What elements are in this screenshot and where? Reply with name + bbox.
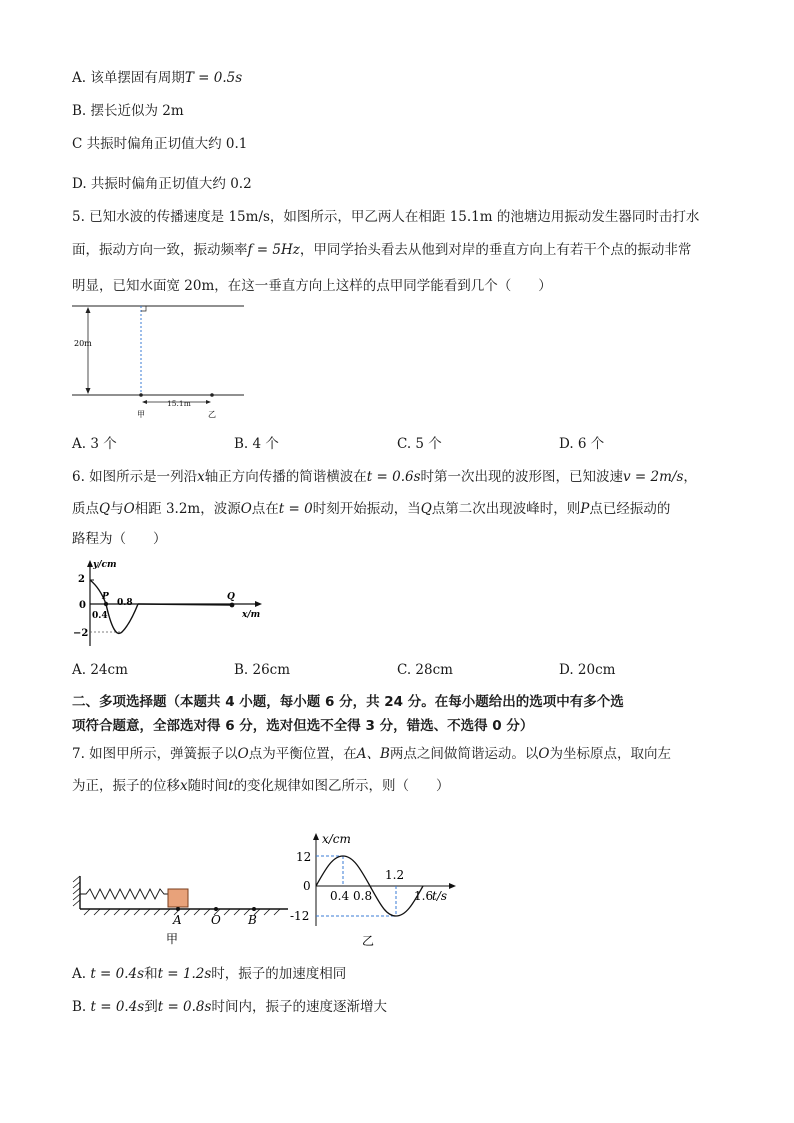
q4-option-d: D. 共振时偏角正切值大约 0.2 xyxy=(72,176,252,192)
q5-line2-text-b: ，甲同学抬头看去从他到对岸的垂直方向上有若干个点的振动非常 xyxy=(299,242,692,258)
q7-tick-0: 0 xyxy=(303,879,311,893)
q7-x-axis-label: x/cm xyxy=(322,832,351,846)
q6-stem-line1 xyxy=(72,465,697,485)
q7-stem-line1 xyxy=(72,742,671,762)
q5-option-d[interactable]: D. 6 个 xyxy=(559,436,605,452)
q5-line2-text-a: 面，振动方向一致，振动频率 xyxy=(72,242,248,258)
q7-tick-neg12: -12 xyxy=(290,909,310,923)
q7-t-axis-label: t/s xyxy=(432,889,448,903)
q7-l2-t: t xyxy=(228,778,234,794)
q7-oa-t2: t = 1.2s xyxy=(157,966,212,982)
q6-stem-line2 xyxy=(72,497,670,517)
q5-right-angle-mark xyxy=(141,306,146,311)
q5-distance-arrow-head-left xyxy=(142,400,147,404)
q7-l1-c: 两点之间做简谐运动。以 xyxy=(389,746,539,762)
q7-l1-a: 7. 如图甲所示，弹簧振子以 xyxy=(72,746,238,762)
q6-l2-g: 点已经振动的 xyxy=(589,501,671,517)
q6-undisturbed-segment xyxy=(138,604,232,605)
q7-point-a xyxy=(176,907,180,911)
q7-l1-o2: O xyxy=(538,746,550,762)
q7-tick-08: 0.8 xyxy=(353,889,373,903)
q7-t-axis-arrow xyxy=(449,883,456,889)
q4-option-a xyxy=(72,66,242,86)
q6-l2-c: 相距 3.2m，波源 xyxy=(134,501,241,517)
q7-point-o xyxy=(214,907,218,911)
q5-label-jia: 甲 xyxy=(137,410,145,419)
q5-option-a[interactable]: A. 3 个 xyxy=(72,436,117,452)
q7-ob-c: 时间内，振子的速度逐渐增大 xyxy=(211,999,387,1015)
q6-l2-f: 点第二次出现波峰时，则 xyxy=(431,501,581,517)
q7-caption-yi: 乙 xyxy=(362,934,375,948)
q7-xt-graph xyxy=(282,826,462,950)
q6-l1-b: 轴正方向传播的简谐横波在 xyxy=(204,469,367,485)
q5-option-c[interactable]: C. 5 个 xyxy=(397,436,442,452)
q7-tick-16: 1.6 xyxy=(414,889,434,903)
q7-block xyxy=(168,889,188,907)
q5-stem-line2 xyxy=(72,238,691,258)
q7-l1-ab: A、B xyxy=(356,746,390,762)
q6-l2-t: t = 0 xyxy=(278,501,313,517)
q7-tick-04: 0.4 xyxy=(330,889,350,903)
q5-point-jia xyxy=(139,393,143,397)
q7-caption-jia: 甲 xyxy=(166,932,179,946)
q5-frequency-math: f = 5Hz xyxy=(247,242,300,258)
q5-stem-line3: 明显，已知水面宽 20m，在这一垂直方向上这样的点甲同学能看到几个（ ） xyxy=(72,278,552,294)
q6-l2-o: O xyxy=(123,501,135,517)
q7-l2-x: x xyxy=(180,778,188,794)
q7-l2-a: 为正，振子的位移 xyxy=(72,778,180,794)
q5-distance-arrow-head-right xyxy=(206,400,211,404)
q6-option-b[interactable]: B. 26cm xyxy=(234,662,291,678)
q5-width-arrow-head-bottom xyxy=(86,388,91,394)
q4-option-a-text: A. 该单摆固有周期 xyxy=(72,70,185,86)
q6-stem-line3: 路程为（ ） xyxy=(72,531,167,547)
q6-l1-t: t = 0.6s xyxy=(366,469,421,485)
q7-ob-b: 到 xyxy=(144,999,158,1015)
q7-tick-12t: 1.2 xyxy=(385,868,405,882)
q6-point-p xyxy=(104,602,108,606)
q7-label-a: A xyxy=(173,913,182,927)
q7-x-axis-arrow xyxy=(313,833,319,840)
q7-oa-b: 和 xyxy=(144,966,158,982)
q6-y-axis-label: y/cm xyxy=(93,560,117,570)
q6-tick-0: 0 xyxy=(79,600,86,611)
q6-l1-x: x xyxy=(197,469,205,485)
q6-tick-08: 0.8 xyxy=(117,598,133,608)
q7-l1-b: 点为平衡位置，在 xyxy=(248,746,357,762)
q7-option-b[interactable] xyxy=(72,995,387,1015)
q6-l2-d: 点在 xyxy=(251,501,279,517)
q6-l1-a: 6. 如图所示是一列沿 xyxy=(72,469,198,485)
q6-tick-2: 2 xyxy=(78,574,85,585)
q6-x-axis-arrow xyxy=(255,601,262,607)
q4-option-a-math: T = 0.5s xyxy=(184,70,243,86)
q6-x-axis-label: x/m xyxy=(242,610,261,620)
q7-oa-a: A. xyxy=(72,966,91,982)
q6-option-a[interactable]: A. 24cm xyxy=(72,662,128,678)
section2-heading-line1: 二、多项选择题（本题共 4 小题，每小题 6 分，共 24 分。在每小题给出的选项中有多个选 xyxy=(72,694,624,710)
q6-l2-o2: O xyxy=(240,501,252,517)
q6-l1-c: 时第一次出现的波形图，已知波速 xyxy=(420,469,624,485)
q7-l1-d: 为坐标原点，取向左 xyxy=(549,746,671,762)
q7-ob-t2: t = 0.8s xyxy=(157,999,212,1015)
q7-l2-b: 随时间 xyxy=(187,778,229,794)
q6-option-c[interactable]: C. 28cm xyxy=(397,662,453,678)
q7-tick-12: 12 xyxy=(296,850,312,864)
q6-wave-figure xyxy=(72,554,268,650)
q7-stem-line2 xyxy=(72,774,450,794)
section2-heading-line2: 项符合题意，全部选对得 6 分，选对但选不全得 3 分，错选、不选得 0 分） xyxy=(72,718,534,734)
q6-label-q: Q xyxy=(227,592,235,602)
q5-width-label: 20m xyxy=(74,339,92,348)
q6-tick-04: 0.4 xyxy=(92,611,108,621)
q6-l1-d: ， xyxy=(683,469,697,485)
q4-option-b: B. 摆长近似为 2m xyxy=(72,103,184,119)
q6-l2-q2: Q xyxy=(420,501,432,517)
q6-l2-p: P xyxy=(580,501,590,517)
q7-oa-t1: t = 0.4s xyxy=(90,966,145,982)
q7-label-b: B xyxy=(248,913,257,927)
q6-point-q xyxy=(230,603,235,608)
q7-ob-t1: t = 0.4s xyxy=(90,999,145,1015)
q7-point-b xyxy=(252,907,256,911)
q5-option-b[interactable]: B. 4 个 xyxy=(234,436,279,452)
q5-point-yi xyxy=(210,393,214,397)
q7-wall-hatch xyxy=(73,876,80,906)
q7-l1-o: O xyxy=(237,746,249,762)
q5-width-arrow-head-top xyxy=(86,307,91,313)
q5-distance-label: 15.1m xyxy=(167,399,191,408)
q5-stem-line1: 5. 已知水波的传播速度是 15m/s，如图所示，甲乙两人在相距 15.1m 的池塘边用振动发生器同时击打水 xyxy=(72,209,700,225)
q6-l2-q: Q xyxy=(99,501,111,517)
q6-option-d[interactable]: D. 20cm xyxy=(559,662,616,678)
q5-label-yi: 乙 xyxy=(208,410,216,419)
q7-spring-figure xyxy=(70,866,290,950)
q6-label-p: P xyxy=(102,592,109,602)
q7-spring xyxy=(80,889,168,899)
q6-l2-b: 与 xyxy=(110,501,124,517)
q6-l1-v: v = 2m/s xyxy=(623,469,684,485)
q7-l2-c: 的变化规律如图乙所示，则（ ） xyxy=(233,778,450,794)
q7-option-a[interactable] xyxy=(72,962,346,982)
q6-l2-e: 时刻开始振动，当 xyxy=(312,501,421,517)
q6-tick-neg2: −2 xyxy=(73,628,89,639)
q7-oa-c: 时，振子的加速度相同 xyxy=(211,966,347,982)
q6-l2-a: 质点 xyxy=(72,501,99,517)
q7-label-o: O xyxy=(211,913,221,927)
q7-ob-a: B. xyxy=(72,999,91,1015)
q4-option-c: C 共振时偏角正切值大约 0.1 xyxy=(72,136,248,152)
q5-pond-figure xyxy=(66,298,250,422)
